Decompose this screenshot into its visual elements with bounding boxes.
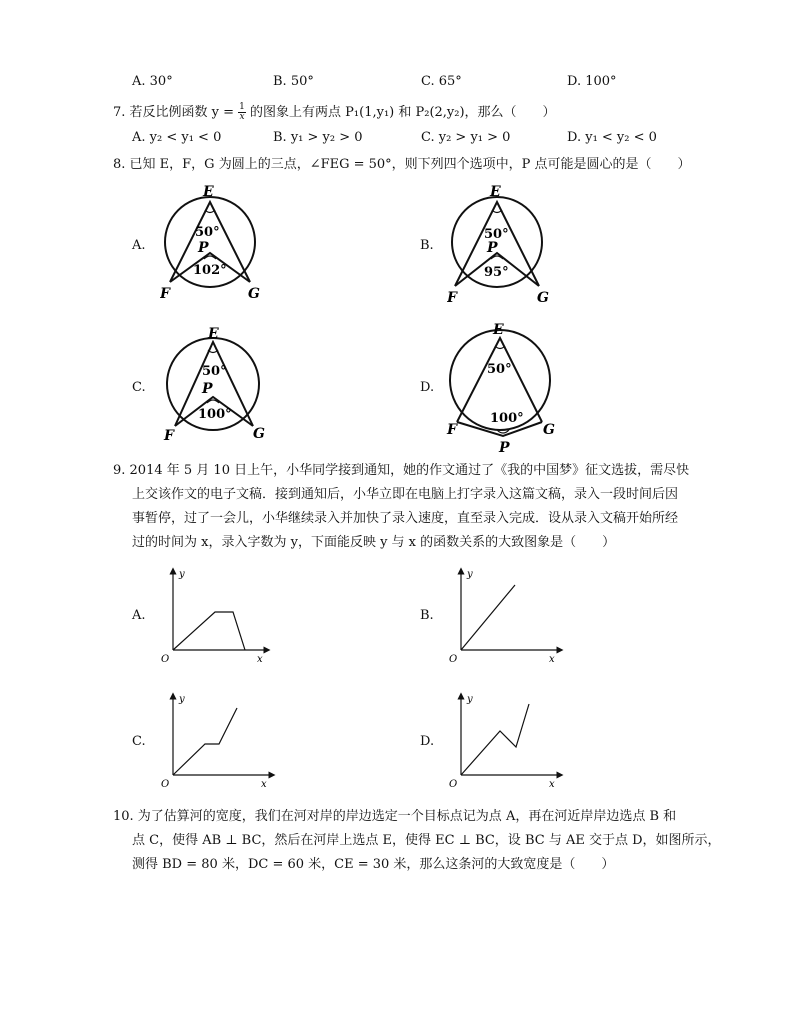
- q7-option-c: C. y₂ > y₁ > 0: [421, 130, 511, 145]
- q9d-axis-x: x: [549, 779, 555, 790]
- q6-option-c: C. 65°: [421, 74, 462, 89]
- q10-line-1: 10. 为了估算河的宽度，我们在河对岸的岸边选定一个目标点记为点 A，再在河近岸岸边选点 B 和: [113, 809, 677, 824]
- q9-letter-b: B.: [420, 608, 434, 623]
- q9b-axis-x: x: [549, 654, 555, 665]
- q7-stem-post: 的图象上有两点 P₁(1,y₁) 和 P₂(2,y₂)，那么（ ）: [245, 105, 556, 120]
- q9d-origin: O: [449, 779, 458, 790]
- q8a-label-g: G: [248, 286, 260, 302]
- q9-graph-a: [155, 565, 275, 670]
- q8c-label-f: F: [164, 428, 174, 444]
- q8-figure-a: [160, 180, 270, 305]
- q7-option-b: B. y₁ > y₂ > 0: [273, 130, 363, 145]
- q7-fraction-num: 1: [239, 102, 245, 112]
- q8-letter-a: A.: [132, 238, 146, 253]
- q8d-label-e: E: [493, 322, 504, 338]
- q8a-top-angle: 50°: [195, 225, 220, 240]
- q9a-origin: O: [161, 654, 170, 665]
- q8c-p-angle: 100°: [198, 407, 232, 422]
- q8b-p-angle: 95°: [484, 265, 509, 280]
- q9a-axis-x: x: [257, 654, 263, 665]
- q8b-label-e: E: [490, 184, 501, 200]
- q8c-label-g: G: [253, 426, 265, 442]
- q8-figure-d: [445, 318, 560, 456]
- q8-letter-d: D.: [420, 380, 435, 395]
- q7-stem-pre: 7. 若反比例函数 y =: [113, 105, 239, 120]
- q6-option-a: A. 30°: [132, 74, 173, 89]
- q8d-label-f: F: [447, 422, 457, 438]
- q9-letter-c: C.: [132, 734, 146, 749]
- q6-option-b: B. 50°: [273, 74, 314, 89]
- q8-letter-b: B.: [420, 238, 434, 253]
- q8-letter-c: C.: [132, 380, 146, 395]
- q6-option-d: D. 100°: [567, 74, 617, 89]
- q8a-label-p: P: [198, 240, 209, 256]
- q8a-label-f: F: [160, 286, 170, 302]
- q9-line-3: 事暂停，过了一会儿，小华继续录入并加快了录入速度，直至录入完成．设从录入文稿开始所经: [132, 511, 679, 526]
- q9b-axis-y: y: [467, 569, 473, 580]
- q9-graph-d: [443, 690, 568, 795]
- q10-line-3: 测得 BD = 80 米，DC = 60 米，CE = 30 米，那么这条河的大致宽度是（ ）: [132, 857, 615, 872]
- q8b-label-f: F: [447, 290, 457, 305]
- q9-letter-d: D.: [420, 734, 435, 749]
- q8d-label-p: P: [499, 440, 510, 456]
- q9c-origin: O: [161, 779, 170, 790]
- q8b-top-angle: 50°: [484, 227, 509, 242]
- q9a-axis-y: y: [179, 569, 185, 580]
- q8d-p-angle: 100°: [490, 411, 524, 426]
- q9c-axis-x: x: [261, 779, 267, 790]
- q8c-label-p: P: [202, 381, 213, 397]
- q8d-label-g: G: [543, 422, 555, 438]
- q7-stem: [113, 103, 556, 122]
- q7-option-a: A. y₂ < y₁ < 0: [132, 130, 222, 145]
- q8c-top-angle: 50°: [202, 364, 227, 379]
- q8a-label-e: E: [203, 184, 214, 200]
- q9-line-1: 9. 2014 年 5 月 10 日上午，小华同学接到通知，她的作文通过了《我的中国梦》征文选拔，需尽快: [113, 463, 690, 478]
- q7-option-d: D. y₁ < y₂ < 0: [567, 130, 657, 145]
- q8d-top-angle: 50°: [487, 362, 512, 377]
- q8b-label-p: P: [487, 240, 498, 256]
- q9d-axis-y: y: [467, 694, 473, 705]
- q8b-label-g: G: [537, 290, 549, 305]
- q8-figure-c: [160, 322, 270, 447]
- q9-graph-c: [155, 690, 280, 795]
- q9-line-2: 上交该作文的电子文稿．接到通知后，小华立即在电脑上打字录入这篇文稿，录入一段时间后因: [132, 487, 679, 502]
- q8c-label-e: E: [208, 326, 219, 342]
- q10-line-2: 点 C，使得 AB ⊥ BC，然后在河岸上选点 E，使得 EC ⊥ BC，设 BC 与 AE 交于点 D，如图所示，: [132, 833, 721, 848]
- q7-fraction-den: x: [239, 112, 245, 122]
- q8a-p-angle: 102°: [193, 263, 227, 278]
- q9-line-4: 过的时间为 x，录入字数为 y，下面能反映 y 与 x 的函数关系的大致图象是（ ）: [132, 535, 616, 550]
- q8-stem: 8. 已知 E，F，G 为圆上的三点，∠FEG = 50°，则下列四个选项中，P 点可能是圆心的是（ ）: [113, 157, 691, 172]
- q8-figure-b: [447, 180, 557, 305]
- q7-fraction: [238, 103, 246, 122]
- q9-letter-a: A.: [132, 608, 146, 623]
- q9-graph-b: [443, 565, 568, 670]
- q9c-axis-y: y: [179, 694, 185, 705]
- q9b-origin: O: [449, 654, 458, 665]
